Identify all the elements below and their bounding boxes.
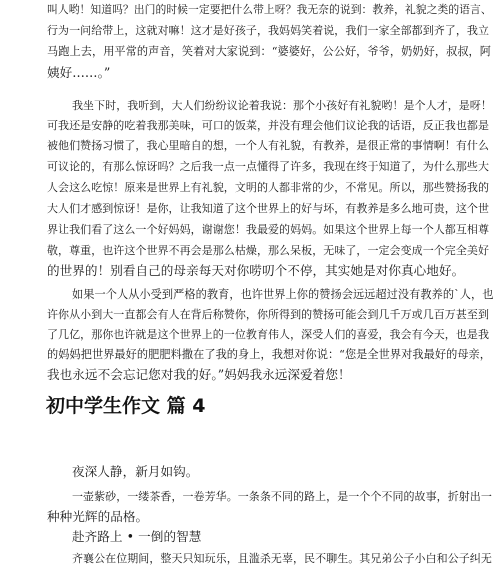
text-line: 人会这么吃惊！原来是世界上有礼貌，文明的人都非常的少，不常见。所以，那些赞扬我的 [47,181,489,194]
text-line: 姨好……。” [47,65,111,80]
text-line: 叫人哟！知道吗？出门的时候一定要把什么带上呀？我无奈的说到：教养，礼貌之类的语言、 [47,3,492,16]
text-line: 被他们赞扬习惯了，我心里暗自的想，一个人有礼貌，有教养，是很正常的事情啊！有什么 [47,139,489,152]
text-line: 如果一个人从小受到严格的教育，也许世界上你的赞扬会远远超过没有教养的`人，也 [72,288,494,301]
text-line: 我坐下时，我听到，大人们纷纷议论着我说：那个小孩好有礼貌哟！是个人才，是呀！ [72,99,492,112]
text-line: 了几亿，那你也许就是这个世界上的一位教育伟人，深受人们的喜爱，我会有今天，也是我 [47,328,489,341]
text-line: 大人们才感到惊讶！是你，让我知道了这个世界上的好与坏，有教养是多么地可贵，这个世 [47,202,489,215]
text-line: 界让我们看了这么一个好妈妈，谢谢您！我最爱的妈妈。如果这个世界上每一个人都互相尊 [47,223,489,236]
text-line: 可我还是安静的吃着我那美味，可口的饭菜，并没有理会他们议论我的话语，反正我也都是 [47,119,489,132]
text-line: 许你从小到大一直都会有人在背后称赞你，你所得到的赞扬可能会到几千万或几百万甚至到 [47,308,489,321]
text-line: 的世界的！别看自己的母亲每天对你唠叨个不停，其实她是对你真心地好。 [47,263,465,278]
section-heading: 初中学生作文 篇 4 [46,395,206,417]
text-line: 行为一问给带上，这就对嘛！这才是好孩子，我妈妈笑着说，我们一家全部都到齐了，我立 [47,24,489,37]
text-line: 赴齐路上 • 一倒的智慧 [72,529,202,544]
text-line: 可议论的，有那么惊讶吗？之后我一点一点懂得了许多，我现在终于知道了，为什么那些大 [47,160,489,173]
text-line: 敬，尊重，也许这个世界不再会是那么枯燥，那么呆板，无味了，一定会变成一个完全美好 [47,244,489,257]
text-line: 我也永远不会忘记您对我的好。”妈妈我永远深爱着您！ [47,367,351,382]
text-line: 齐襄公在位期间，整天只知玩乐，且滥杀无辜，民不聊生。其兄弟公子小白和公子纠无 [72,552,492,565]
text-line: 一壶紫砂，一缕茶香，一卷芳华。一条条不同的路上，是一个个不同的故事，折射出一 [72,490,492,503]
text-line: 夜深人静，新月如钩。 [72,464,199,479]
text-line: 的妈妈把世界最好的肥肥料撒在了我的身上，我想对你说：“您是全世界对我最好的母亲， [47,348,492,361]
text-line: 马跑上去，用平常的声音，笑着对大家说到：“婆婆好，公公好，爷爷，奶奶好，叔叔，阿 [47,45,492,58]
text-line: 种种光辉的品格。 [47,509,149,524]
